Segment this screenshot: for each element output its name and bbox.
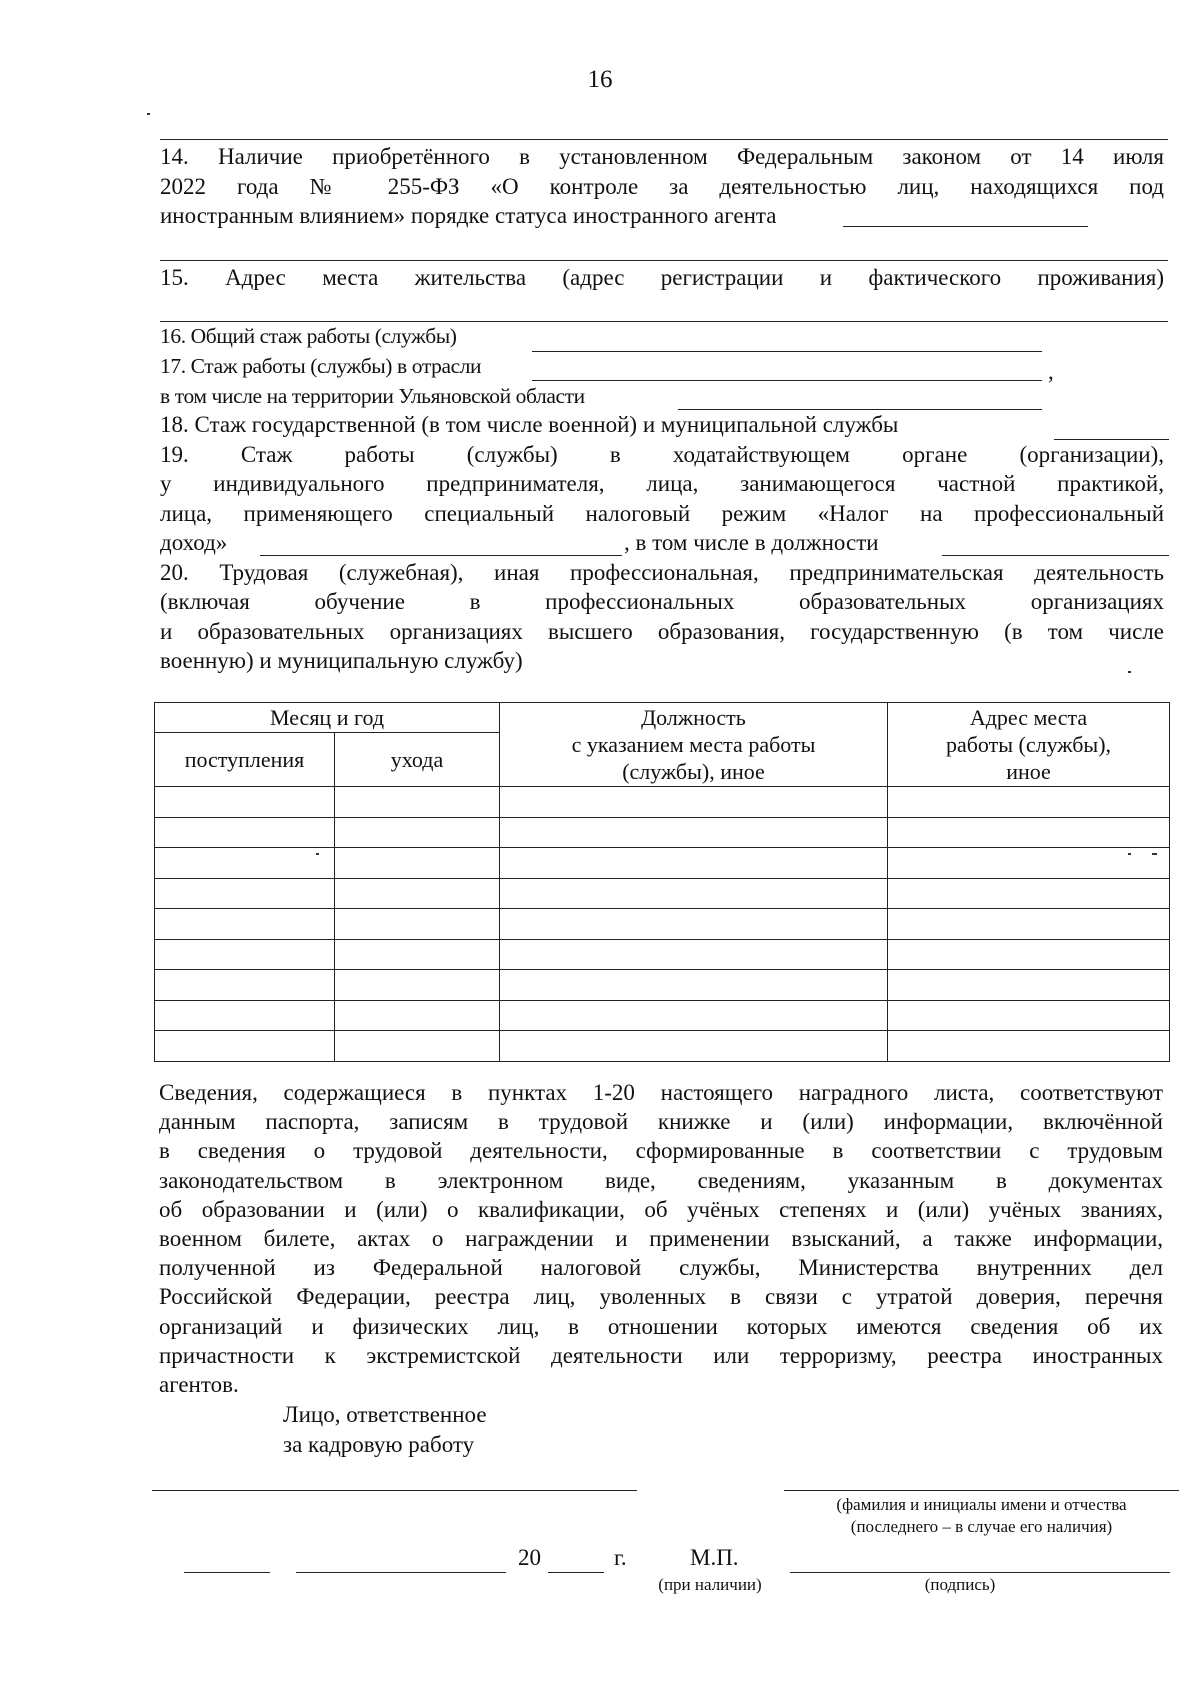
item17-label: 17. Стаж работы (службы) в отрасли <box>160 354 482 378</box>
stray-mark <box>1128 853 1131 855</box>
responsible-line1: Лицо, ответственное <box>283 1402 487 1427</box>
table-row <box>155 1031 1170 1062</box>
table-cell[interactable] <box>335 1031 500 1062</box>
date-month-field[interactable] <box>296 1572 506 1573</box>
stray-mark <box>316 853 319 855</box>
table-cell[interactable] <box>500 909 888 940</box>
statement-line: Российской Федерации, реестра лиц, уволенных в связи с утратой доверия, перечня <box>159 1284 1163 1310</box>
table-cell[interactable] <box>888 939 1170 970</box>
item17-answer-field[interactable] <box>532 380 1042 381</box>
table-cell[interactable] <box>500 848 888 879</box>
table-cell[interactable] <box>155 970 335 1001</box>
date-day-field[interactable] <box>184 1572 270 1573</box>
table-cell[interactable] <box>335 909 500 940</box>
table-cell[interactable] <box>500 1031 888 1062</box>
item20-line3: и образовательных организациях высшего образования, государственную (в том числе <box>160 619 1164 644</box>
item19-line4-start: доход» <box>160 530 228 555</box>
table-cell[interactable] <box>155 787 335 818</box>
item16-label: 16. Общий стаж работы (службы) <box>160 324 457 348</box>
table-cell[interactable] <box>500 817 888 848</box>
item18-label: 18. Стаж государственной (в том числе военной) и муниципальной службы <box>160 412 899 437</box>
header-address <box>888 703 1170 787</box>
table-cell[interactable] <box>155 848 335 879</box>
table-row <box>155 939 1170 970</box>
table-row <box>155 787 1170 818</box>
header-position <box>500 703 888 787</box>
header-position-line2: с указанием места работы <box>571 732 816 757</box>
page-number: 16 <box>587 66 613 93</box>
table-cell[interactable] <box>888 878 1170 909</box>
item14-line2: 2022 года № 255-ФЗ «О контроле за деятельностью лиц, находящихся под <box>160 174 1164 199</box>
statement-line: об образовании и (или) о квалификации, об учёных степенях и (или) учёных званиях, <box>159 1196 1163 1222</box>
item19-total-field[interactable] <box>260 555 622 556</box>
item19-line1: 19. Стаж работы (службы) в ходатайствующем органе (организации), <box>160 442 1164 467</box>
table-cell[interactable] <box>155 817 335 848</box>
table-row <box>155 817 1170 848</box>
table-cell[interactable] <box>500 970 888 1001</box>
item14-line1: 14. Наличие приобретённого в установленном Федеральным законом от 14 июля <box>160 144 1164 169</box>
statement-line: данным паспорта, записям в трудовой книжке и (или) информации, включённой <box>159 1109 1163 1135</box>
fio-caption-line2: (последнего – в случае его наличия) <box>850 1517 1113 1536</box>
header-leaving: ухода <box>335 733 500 787</box>
table-cell[interactable] <box>888 787 1170 818</box>
item14-answer-field[interactable] <box>843 226 1088 227</box>
item19-line4-end: , в том числе в должности <box>624 530 879 555</box>
table-cell[interactable] <box>500 878 888 909</box>
header-month-year: Месяц и год <box>155 703 500 733</box>
table-row <box>155 1000 1170 1031</box>
item20-line4: военную) и муниципальную службу) <box>160 648 523 673</box>
table-cell[interactable] <box>500 1000 888 1031</box>
item17-sub-label: в том числе на территории Ульяновской области <box>160 384 585 408</box>
responsible-line2: за кадровую работу <box>283 1432 475 1457</box>
header-address-line1: Адрес места <box>969 705 1088 730</box>
table-cell[interactable] <box>155 909 335 940</box>
table-row <box>155 909 1170 940</box>
table-cell[interactable] <box>888 1031 1170 1062</box>
item19-position-field[interactable] <box>942 555 1169 556</box>
header-position-line3: (службы), иное <box>622 759 765 784</box>
fio-caption-line1: (фамилия и инициалы имени и отчества <box>836 1495 1127 1514</box>
item20-line2: (включая обучение в профессиональных образовательных организациях <box>160 589 1164 614</box>
table-cell[interactable] <box>500 787 888 818</box>
table-cell[interactable] <box>155 1000 335 1031</box>
position-signature-line[interactable] <box>152 1490 637 1491</box>
table-cell[interactable] <box>335 787 500 818</box>
table-cell[interactable] <box>888 909 1170 940</box>
statement-paragraph <box>159 1078 1163 1399</box>
item15-text: 15. Адрес места жительства (адрес регистрации и фактического проживания) <box>160 265 1164 290</box>
stamp-caption: (при наличии) <box>658 1575 762 1594</box>
table-cell[interactable] <box>155 878 335 909</box>
item14-line3: иностранным влиянием» порядке статуса иностранного агента <box>160 203 777 228</box>
table-cell[interactable] <box>155 939 335 970</box>
year-prefix: 20 <box>518 1545 541 1570</box>
year-suffix: г. <box>614 1545 627 1570</box>
item17-comma: , <box>1048 359 1054 384</box>
table-cell[interactable] <box>335 939 500 970</box>
statement-line: в сведения о трудовой деятельности, сформированные в соответствии с трудовым <box>159 1138 1163 1164</box>
separator-rule <box>160 260 1168 261</box>
statement-line: причастности к экстремистской деятельности или терроризму, реестра иностранных <box>159 1342 1163 1368</box>
table-cell[interactable] <box>335 1000 500 1031</box>
stray-mark <box>1128 671 1131 673</box>
stray-mark <box>1152 853 1157 855</box>
date-year-field[interactable] <box>548 1572 604 1573</box>
table-row <box>155 878 1170 909</box>
table-cell[interactable] <box>500 939 888 970</box>
fio-line[interactable] <box>784 1490 1179 1491</box>
statement-line: организаций и физических лиц, в отношении которых имеются сведения об их <box>159 1313 1163 1339</box>
table-cell[interactable] <box>155 1031 335 1062</box>
employment-rows <box>155 787 1170 1062</box>
table-cell[interactable] <box>335 970 500 1001</box>
statement-line: военном билете, актах о награждении и применении взысканий, а также информации, <box>159 1226 1163 1252</box>
table-cell[interactable] <box>335 848 500 879</box>
statement-line: Сведения, содержащиеся в пунктах 1-20 настоящего наградного листа, соответствуют <box>159 1080 1163 1105</box>
header-address-line3: иное <box>1006 759 1051 784</box>
table-cell[interactable] <box>888 817 1170 848</box>
header-address-line2: работы (службы), <box>945 732 1112 757</box>
table-row <box>155 848 1170 879</box>
table-cell[interactable] <box>888 970 1170 1001</box>
signature-caption: (подпись) <box>924 1575 996 1594</box>
signature-line[interactable] <box>790 1572 1170 1573</box>
separator-rule <box>160 139 1168 140</box>
table-cell[interactable] <box>888 1000 1170 1031</box>
item19-line3: лица, применяющего специальный налоговый режим «Налог на профессиональный <box>160 501 1164 526</box>
item16-answer-field[interactable] <box>532 351 1042 352</box>
table-cell[interactable] <box>335 817 500 848</box>
stray-mark <box>147 113 150 115</box>
header-position-line1: Должность <box>641 705 746 730</box>
statement-line: агентов. <box>159 1372 239 1398</box>
item19-line2: у индивидуального предпринимателя, лица, занимающегося частной практикой, <box>160 471 1164 496</box>
table-row <box>155 970 1170 1001</box>
header-admission: поступления <box>155 733 335 787</box>
statement-line: законодательством в электронном виде, сведениям, указанным в документах <box>159 1167 1163 1193</box>
employment-table <box>154 702 1170 1062</box>
table-cell[interactable] <box>335 878 500 909</box>
item20-line1: 20. Трудовая (служебная), иная профессиональная, предпринимательская деятельность <box>160 560 1164 585</box>
statement-line: полученной из Федеральной налоговой службы, Министерства внутренних дел <box>159 1255 1163 1281</box>
stamp-label: М.П. <box>690 1545 739 1570</box>
